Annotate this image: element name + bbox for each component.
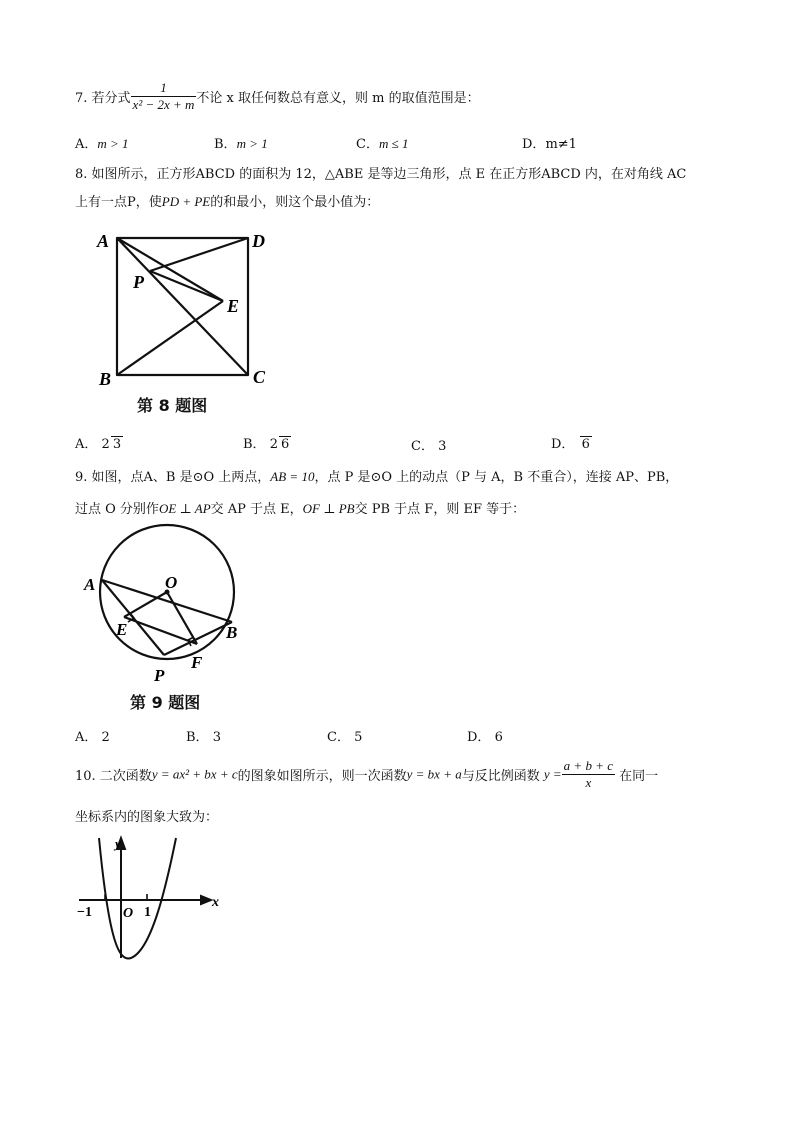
q7-prefix: 7. 若分式 <box>75 91 131 106</box>
parabola-curve <box>99 838 176 958</box>
q8-option-b[interactable]: B． 2 6 <box>243 437 290 452</box>
q8-figure <box>95 228 285 393</box>
label-a: A <box>84 575 96 594</box>
q8-caption: 第 8 题图 <box>137 396 208 415</box>
segment-pe <box>150 271 223 301</box>
label-p: P <box>154 666 165 685</box>
q7-option-c[interactable]: C．m ≤ 1 <box>356 136 409 152</box>
label-x: x <box>212 895 219 910</box>
label-y: y <box>115 836 121 851</box>
label-o: O <box>165 573 178 592</box>
q9-stem-line1: 9. 如图，点A、B 是⊙O 上两点，AB = 10，点 P 是⊙O 上的动点（P 与 A，B 不重合），连接 AP、PB， <box>75 469 679 485</box>
q9-caption: 第 9 题图 <box>130 693 201 712</box>
label-neg1: −1 <box>77 905 92 920</box>
label-f: F <box>191 653 203 672</box>
label-e: E <box>116 620 128 639</box>
q10-inverse-fraction: $\frac{a + b + c}{x}$ <box>563 758 613 790</box>
q7-stem <box>75 80 480 113</box>
q8-stem-line1: 8. 如图所示，正方形ABCD 的面积为 12，△ABE 是等边三角形，点 E 在正方形ABCD 内，在对角线 AC <box>75 167 687 182</box>
label-a: A <box>97 231 110 251</box>
label-e: E <box>227 296 240 316</box>
q9-of-expression: OF ⊥ PB <box>302 501 355 516</box>
q9-figure <box>80 522 250 687</box>
q10-inverse-lhs: y = <box>543 766 562 782</box>
q9-oe-expression: OE ⊥ AP <box>158 501 211 516</box>
q7-option-a[interactable]: A．m > 1 <box>75 136 129 152</box>
q7-option-d[interactable]: D．m≠1 <box>522 137 577 152</box>
q7-fraction-denominator: x² − 2x + m <box>132 97 195 112</box>
q9-option-d[interactable]: D． 6 <box>467 730 503 745</box>
q10-stem-line2: 坐标系内的图象大致为： <box>75 810 219 825</box>
q8-option-d[interactable]: D． 6 <box>551 437 590 452</box>
label-p: P <box>133 272 144 292</box>
q7-fraction <box>131 80 197 113</box>
segment-of <box>167 592 197 644</box>
label-1: 1 <box>144 905 151 920</box>
q9-option-c[interactable]: C． 5 <box>327 730 363 745</box>
label-b: B <box>226 623 238 642</box>
chord-pb <box>164 622 232 655</box>
x-axis-arrow <box>201 896 211 904</box>
segment-be <box>117 301 223 375</box>
q8-option-a[interactable]: A． 2 3 <box>75 437 122 452</box>
q9-option-a[interactable]: A． 2 <box>75 730 110 745</box>
q10-stem-line1: 10. 二次函数y = ax² + bx + c的图象如图所示，则一次函数y = bx + a与反比例函数 y = $\frac{a + b + c}{x}$ 在同一 <box>75 758 659 790</box>
q7-fraction-numerator: 1 <box>160 80 167 95</box>
segment-ef <box>124 617 197 644</box>
label-origin: O <box>123 906 134 921</box>
q8-stem-line2: 上有一点P，使PD + PE的和最小，则这个最小值为： <box>75 194 380 210</box>
q10-quadratic: y = ax² + bx + c <box>151 766 238 782</box>
q10-linear: y = bx + a <box>406 766 462 782</box>
q9-ab-expression: AB = 10 <box>270 469 315 484</box>
q7-suffix: 不论 x 取任何数总有意义，则 m 的取值范围是： <box>196 91 480 106</box>
segment-pd <box>150 238 248 271</box>
q9-option-b[interactable]: B． 3 <box>186 730 221 745</box>
sqrt-sign: 6 <box>581 437 590 452</box>
q8-option-c[interactable]: C． 3 <box>411 439 447 454</box>
q7-option-b[interactable]: B．m > 1 <box>214 136 268 152</box>
q10-figure <box>75 832 235 964</box>
q8-expression: PD + PE <box>161 194 211 209</box>
label-b: B <box>99 369 112 389</box>
sqrt-sign: 6 <box>280 437 290 452</box>
q9-stem-line2: 过点 O 分别作OE ⊥ AP交 AP 于点 E，OF ⊥ PB交 PB 于点 F，则 EF 等于： <box>75 501 526 517</box>
label-c: C <box>253 367 266 387</box>
sqrt-sign: 3 <box>112 437 122 452</box>
label-d: D <box>252 231 265 251</box>
